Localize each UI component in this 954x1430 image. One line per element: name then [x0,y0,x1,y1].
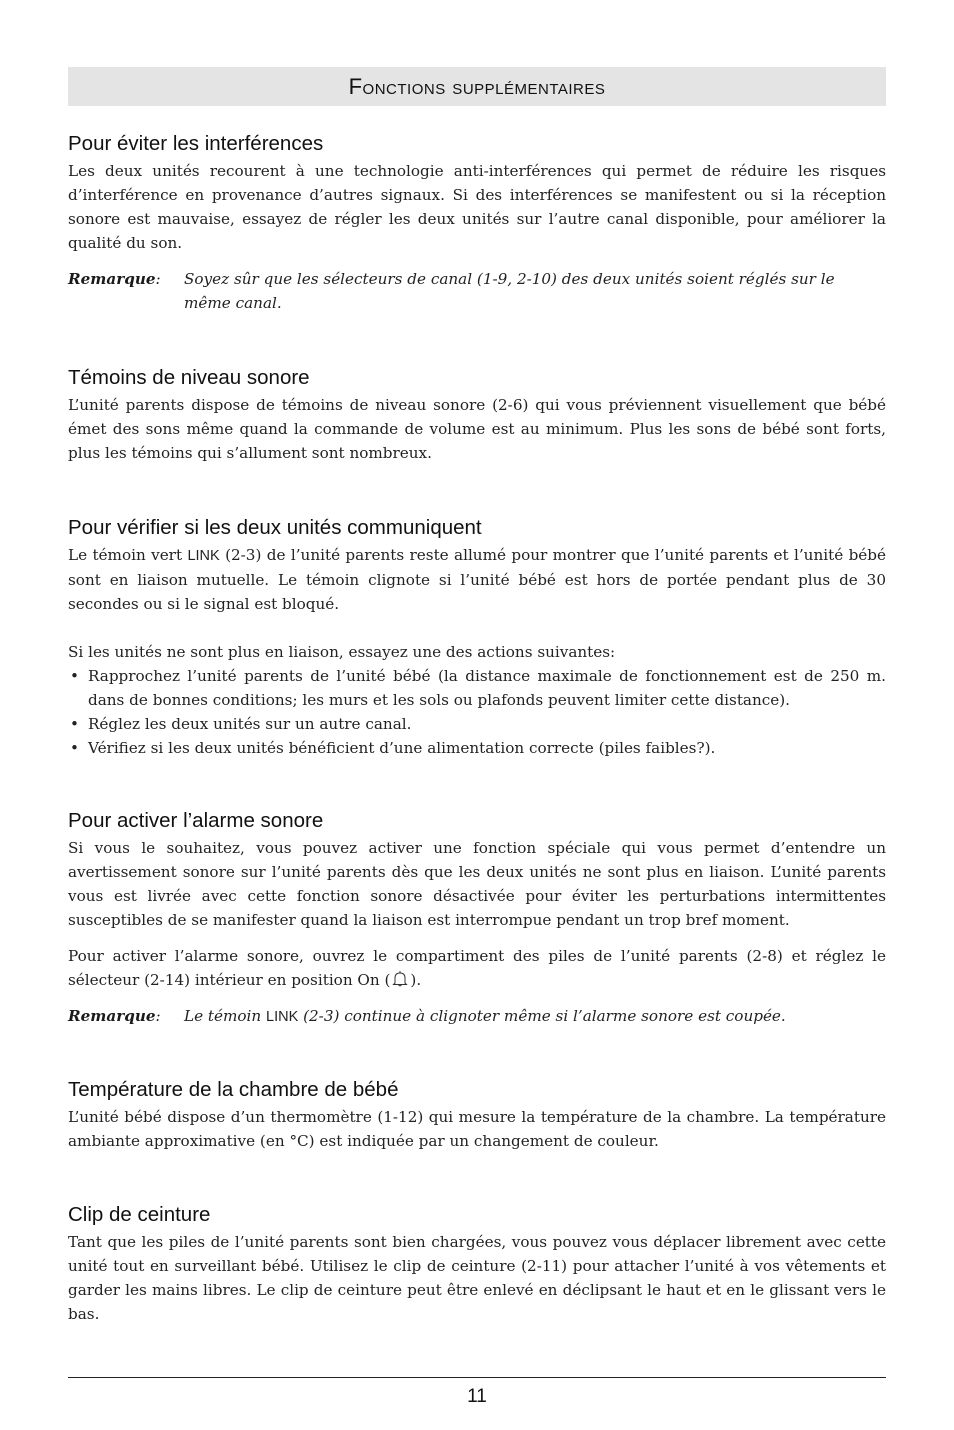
remark-text: Soyez sûr que les sélecteurs de canal (1-9, 2-10) des deux unités soient réglés sur le même canal. [184,270,835,312]
remark-text: Le témoin LINK (2-3) continue à clignoter même si l’alarme sonore est coupée. [184,1007,786,1025]
heading-link: Pour vérifier si les deux unités communiquent [68,516,482,539]
section-link [68,515,886,760]
paragraph-alarm-2: Pour activer l’alarme sonore, ouvrez le compartiment des piles de l’unité parents (2-8) et réglez le sélecteur (2-14) intérieur en position On ( ). [68,947,886,989]
section-levels [68,365,886,465]
heading-interferences: Pour éviter les interférences [68,132,324,155]
list-item: • Rapprochez l’unité parents de l’unité bébé (la distance maximale de fonctionnement est de 250 m. dans de bonnes conditions; les murs et les sols ou plafonds peuvent limiter cette distance). [70,667,886,709]
paragraph-levels: L’unité parents dispose de témoins de niveau sonore (2-6) qui vous préviennent visuellement que bébé émet des sons même quand la commande de volume est au minimum. Plus les sons de bébé sont forts, plus les témoins qui s’allument sont nombreux. [68,396,886,462]
bullet-list [68,664,886,760]
footer-divider [68,1377,886,1378]
section-banner [68,67,886,106]
section-alarm [68,808,886,1029]
remark-label: Remarque [68,1007,156,1025]
manual-page [68,0,886,1430]
heading-alarm: Pour activer l’alarme sonore [68,809,324,832]
heading-temperature: Température de la chambre de bébé [68,1078,399,1101]
section-temperature [68,1077,886,1153]
link-indicator-label: LINK [266,1009,299,1025]
list-item: • Réglez les deux unités sur un autre canal. [70,715,412,733]
paragraph-alarm-1: Si vous le souhaitez, vous pouvez activer une fonction spéciale qui vous permet d’entendre un avertissement sonore sur l’unité parents dès que les deux unités ne sont plus en liaison. L’unité parents vous est livrée avec cette fonction sonore désactivée pour éviter les perturbations intermittentes susceptibles de se manifester quand la liaison est interrompue pendant un trop bref moment. [68,839,886,929]
remark-interferences: Remarque: Soyez sûr que les sélecteurs de canal (1-9, 2-10) des deux unités soient réglés sur le même canal. [68,267,886,315]
paragraph-link-intro: Si les unités ne sont plus en liaison, essayez une des actions suivantes: [68,643,616,661]
paragraph-temperature: L’unité bébé dispose d’un thermomètre (1-12) qui mesure la température de la chambre. La température ambiante approximative (en °C) est indiquée par un changement de couleur. [68,1108,886,1150]
heading-clip: Clip de ceinture [68,1203,211,1226]
remark-label: Remarque [68,270,156,288]
bell-icon [392,970,408,988]
page-number: 11 [467,1386,487,1407]
link-indicator-label: LINK [187,548,220,564]
section-interferences [68,131,886,315]
list-item: • Vérifiez si les deux unités bénéficient d’une alimentation correcte (piles faibles?). [70,739,716,757]
remark-alarm: Remarque: Le témoin LINK (2-3) continue à clignoter même si l’alarme sonore est coupée. [68,1004,886,1029]
paragraph-link: Le témoin vert LINK (2-3) de l’unité parents reste allumé pour montrer que l’unité parents et l’unité bébé sont en liaison mutuelle. Le témoin clignote si l’unité bébé est hors de portée pendant plus de 30 secondes ou si le signal est bloqué. [68,546,886,613]
banner-title: Fonctions supplémentaires [348,73,606,99]
section-clip [68,1202,886,1326]
heading-levels: Témoins de niveau sonore [68,366,310,389]
paragraph-interferences: Les deux unités recourent à une technologie anti-interférences qui permet de réduire les risques d’interférence en provenance d’autres signaux. Si des interférences se manifestent ou si la réception sonore est mauvaise, essayez de régler les deux unités sur l’autre canal disponible, pour améliorer la qualité du son. [68,162,886,252]
paragraph-clip: Tant que les piles de l’unité parents sont bien chargées, vous pouvez vous déplacer librement avec cette unité tout en surveillant bébé. Utilisez le clip de ceinture (2-11) pour attacher l’unité à vos vêtements et garder les mains libres. Le clip de ceinture peut être enlevé en déclipsant le haut et en le glissant vers le bas. [68,1233,886,1323]
